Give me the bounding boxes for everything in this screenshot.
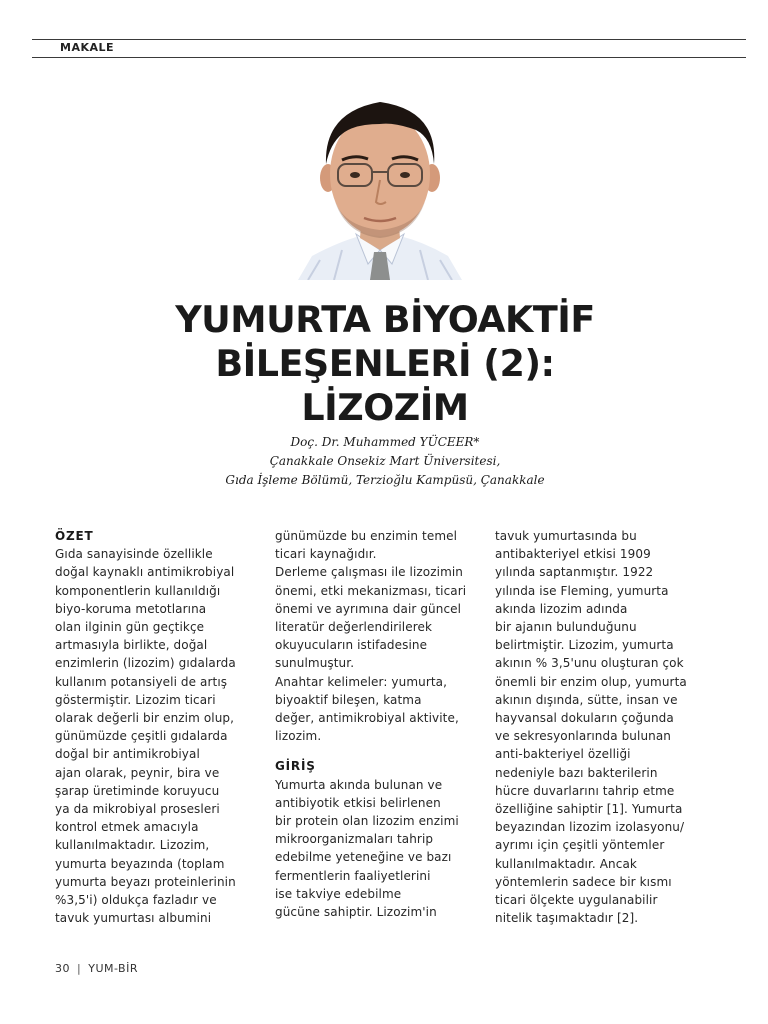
section-heading-ozet: ÖZET — [55, 529, 94, 543]
text-line: günümüzde bu enzimin temel — [275, 529, 458, 543]
author-byline — [140, 433, 630, 490]
text-line: ayrımı için çeşitli yöntemler — [495, 838, 665, 853]
text-line: göstermiştir. Lizozim ticari — [55, 692, 216, 707]
text-line: şarap üretiminde koruyucu — [55, 783, 220, 798]
text-line: literatür değerlendirilerek — [275, 620, 432, 635]
text-line: yılında saptanmıştır. 1922 — [495, 565, 654, 580]
text-line: kullanım potansiyeli de artış — [55, 674, 228, 689]
author-department: Gıda İşleme Bölümü, Terzioğlu Kampüsü, Çanakkale — [225, 473, 545, 487]
text-line: nitelik taşımaktadır [2]. — [495, 911, 639, 926]
text-line: tavuk yumurtası albumini — [55, 911, 212, 926]
text-line: akının dışında, sütte, insan ve — [495, 692, 678, 707]
section-heading-giris: GİRİŞ — [275, 759, 316, 774]
text-line: önemi ve ayrımına dair güncel — [275, 601, 462, 616]
author-affiliation: Çanakkale Onsekiz Mart Üniversitesi, — [269, 454, 501, 468]
text-line: antibiyotik etkisi belirlenen — [275, 795, 441, 810]
text-line: Derleme çalışması ile lizozimin — [275, 565, 464, 580]
text-line: okuyucuların istifadesine — [275, 638, 428, 653]
section-label: MAKALE — [60, 41, 115, 54]
text-line: akında lizozim adında — [495, 601, 628, 616]
text-line: komponentlerin kullanıldığı — [55, 583, 221, 598]
keywords-line: değer, antimikrobiyal aktivite, — [275, 711, 459, 726]
text-line: bir protein olan lizozim enzimi — [275, 814, 459, 829]
text-line: anti-bakteriyel özelliği — [495, 747, 631, 762]
text-line: ajan olarak, peynir, bira ve — [55, 765, 220, 780]
text-line: sunulmuştur. — [275, 656, 355, 671]
text-column-3 — [495, 527, 700, 927]
header-rule-top — [32, 39, 746, 40]
text-line: fermentlerin faaliyetlerini — [275, 868, 431, 883]
text-line: yılında ise Fleming, yumurta — [495, 583, 669, 598]
text-line: belirtmiştir. Lizozim, yumurta — [495, 638, 674, 653]
text-line: mikroorganizmaları tahrip — [275, 832, 434, 847]
text-line: ya da mikrobiyal prosesleri — [55, 802, 220, 817]
text-line: kullanılmaktadır. Ancak — [495, 856, 637, 871]
text-line: nedeniyle bazı bakterilerin — [495, 765, 658, 780]
text-column-2 — [275, 527, 480, 921]
text-line: Gıda sanayisinde özellikle — [55, 547, 213, 562]
text-line: beyazından lizozim izolasyonu/ — [495, 820, 685, 835]
title-line: YUMURTA BİYOAKTİF — [175, 298, 595, 341]
text-line: önemli bir enzim olup, yumurta — [495, 674, 687, 689]
keywords-line: biyoaktif bileşen, katma — [275, 692, 422, 707]
title-line: LİZOZİM — [301, 386, 469, 429]
text-line: yumurta beyazında (toplam — [55, 856, 225, 871]
publication-name: YUM-BİR — [88, 962, 138, 975]
text-line: yöntemlerin sadece bir kısmı — [495, 874, 672, 889]
header-rule-bottom — [32, 57, 746, 58]
text-line: gücüne sahiptir. Lizozim'in — [275, 905, 437, 920]
text-line: kontrol etmek amacıyla — [55, 820, 199, 835]
page-footer — [55, 962, 138, 975]
text-column-1 — [55, 527, 260, 927]
footer-separator: | — [77, 962, 82, 975]
page-number: 30 — [55, 962, 70, 975]
text-line: edebilme yeteneğine ve bazı — [275, 850, 452, 865]
text-line: hücre duvarlarını tahrip etme — [495, 783, 675, 798]
text-line: ve sekresyonlarında bulunan — [495, 729, 672, 744]
text-line: ticari kaynağıdır. — [275, 547, 377, 562]
text-line: günümüzde çeşitli gıdalarda — [55, 729, 228, 744]
paragraph-gap — [275, 745, 480, 757]
text-line: bir ajanın bulunduğunu — [495, 620, 637, 635]
author-portrait — [298, 94, 462, 280]
article-title — [120, 298, 650, 430]
text-line: olarak değerli bir enzim olup, — [55, 711, 235, 726]
text-line: önemi, etki mekanizması, ticari — [275, 583, 467, 598]
text-line: tavuk yumurtasında bu — [495, 529, 637, 543]
text-line: hayvansal dokuların çoğunda — [495, 711, 674, 726]
text-line: enzimlerin (lizozim) gıdalarda — [55, 656, 236, 671]
text-line: kullanılmaktadır. Lizozim, — [55, 838, 210, 853]
text-line: %3,5'i) oldukça fazladır ve — [55, 893, 217, 908]
text-line: akının % 3,5'unu oluşturan çok — [495, 656, 684, 671]
keywords-line: lizozim. — [275, 729, 322, 744]
text-line: Yumurta akında bulunan ve — [275, 777, 443, 792]
text-line: olan ilginin gün geçtikçe — [55, 620, 205, 635]
keywords-line: Anahtar kelimeler: yumurta, — [275, 674, 448, 689]
text-line: yumurta beyazı proteinlerinin — [55, 874, 236, 889]
text-line: doğal kaynaklı antimikrobiyal — [55, 565, 235, 580]
text-line: artmasıyla birlikte, doğal — [55, 638, 208, 653]
text-line: ise takviye edebilme — [275, 886, 402, 901]
text-line: antibakteriyel etkisi 1909 — [495, 547, 651, 562]
text-line: özelliğine sahiptir [1]. Yumurta — [495, 802, 683, 817]
text-line: ticari ölçekte uygulanabilir — [495, 893, 658, 908]
text-line: biyo-koruma metotlarına — [55, 601, 207, 616]
author-name: Doç. Dr. Muhammed YÜCEER* — [290, 435, 480, 449]
title-line: BİLEŞENLERİ (2): — [215, 342, 555, 385]
text-line: doğal bir antimikrobiyal — [55, 747, 200, 762]
